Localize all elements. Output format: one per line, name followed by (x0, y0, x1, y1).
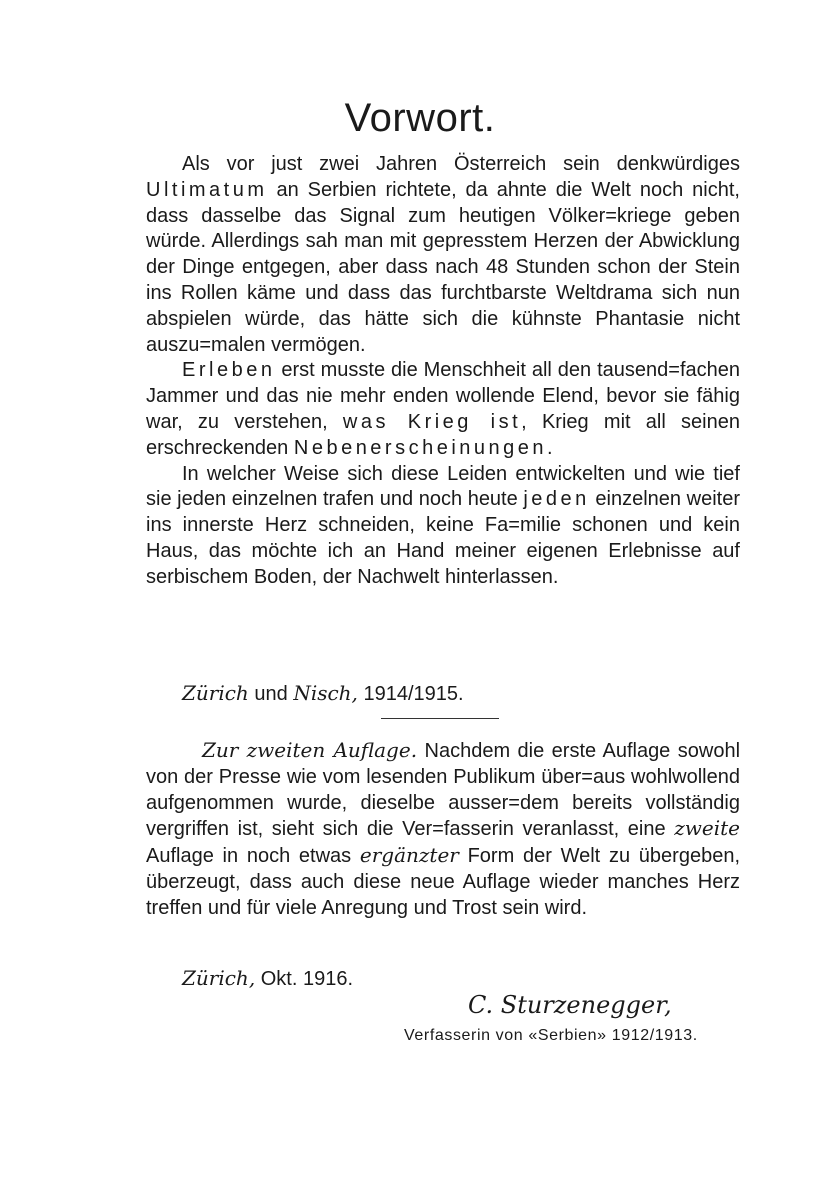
years: 1914/1915. (357, 683, 464, 705)
page-title: Vorwort. (344, 96, 496, 140)
author-signature: C. Sturzenegger, (468, 991, 672, 1019)
section-divider (381, 718, 499, 719)
author-note: Verfasserin von «Serbien» 1912/1913. (404, 1027, 698, 1044)
emphasis-jeden: jeden (523, 488, 590, 511)
emphasis-ultimatum: Ultimatum (146, 178, 268, 201)
foreword-text (146, 152, 740, 591)
foreword-paragraph-3: In welcher Weise sich diese Leiden entwickelten und wie tief sie jeden einzelnen trafen und noch heute jeden einzelnen weiter ins innerste Herz schneiden, keine Fa=milie schonen und kein Haus, das möchte ich an Hand meiner eigenen Erlebnisse auf serbischem Boden, der Nachwelt hinterlassen. (146, 462, 740, 588)
emphasis-zweite: zweite (674, 816, 740, 841)
place-nisch: Nisch, (293, 681, 358, 705)
emphasis-was-krieg-ist: was Krieg ist (342, 410, 522, 433)
place-date-second-edition (182, 966, 353, 991)
foreword-paragraph-1: Als vor just zwei Jahren Österreich sein denkwürdiges Ultimatum an Serbien richtete, da ahnte die Welt noch nicht, dass dasselbe das Signal zum heutigen Völker=kriege geben würde. Allerdings sah man mit gepresstem Herzen der Abwicklung der Dinge entgegen, aber dass nach 48 Stunden schon der Stein ins Rollen käme und dass das furchtbarste Weltdrama sich nun abspielen würde, das hätte sich die kühnste Phantasie nicht auszu=malen vermögen. (146, 153, 740, 356)
date: Okt. 1916. (255, 968, 354, 990)
emphasis-erleben: Erleben (182, 359, 276, 382)
place-date-first-edition: Zürich und Nisch, 1914/1915. (182, 681, 464, 705)
emphasis-nebenerscheinungen: Nebenerscheinungen (293, 436, 548, 459)
second-edition-heading: Zur zweiten Auflage. (202, 738, 418, 762)
foreword-paragraph-2: Erleben erst musste die Menschheit all den tausend=fachen Jammer und das nie mehr enden wollende Elend, bevor sie fähig war, zu verstehen, was Krieg ist, Krieg mit all seinen erschreckenden Nebenerscheinungen. (146, 359, 740, 459)
place-zurich-2: Zürich, (182, 966, 256, 990)
second-edition-text (146, 738, 740, 922)
place-zurich: Zürich (182, 681, 249, 705)
second-edition-paragraph: Zur zweiten Auflage. Nachdem die erste Auflage sowohl von der Presse wie vom lesenden Publikum über=aus wohlwollend aufgenommen wurde, dieselbe ausser=dem bereits vollständig vergriffen ist, sieht sich die Ver=fasserin veranlasst, eine zweite Auflage in noch etwas ergänzter Form der Welt zu übergeben, überzeugt, dass auch diese neue Auflage wieder manches Herz treffen und für viele Anregung und Trost sein wird. (146, 738, 741, 919)
emphasis-ergaenzter: ergänzter (359, 843, 459, 868)
